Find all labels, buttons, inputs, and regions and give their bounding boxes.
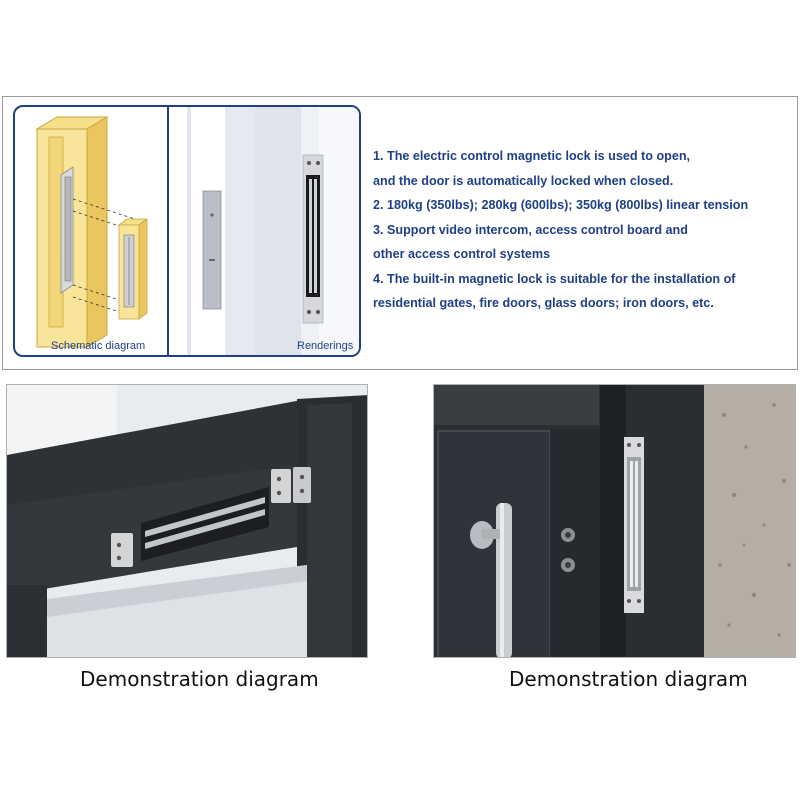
feature-line: 2. 180kg (350lbs); 280kg (600lbs); 350kg (800lbs) linear tension bbox=[373, 198, 749, 212]
feature-line: 1. The electric control magnetic lock is used to open, bbox=[373, 149, 691, 163]
feature-line: 3. Support video intercom, access control board and bbox=[373, 222, 688, 237]
renderings-view bbox=[169, 107, 361, 355]
glass-door-lock-illustration bbox=[7, 385, 368, 658]
feature-line: other access control systems bbox=[373, 247, 551, 261]
feature-line: residential gates, fire doors, glass doors; iron doors, etc. bbox=[373, 296, 714, 310]
demo-photo-glass-door bbox=[6, 384, 368, 658]
schematic-caption: Schematic diagram bbox=[51, 340, 146, 352]
left-demo-caption: Demonstration diagram bbox=[80, 667, 319, 691]
iron-door-lock-illustration bbox=[434, 385, 796, 658]
diagram-frame bbox=[13, 105, 361, 357]
demo-photo-iron-door bbox=[433, 384, 796, 658]
feature-list bbox=[373, 144, 795, 316]
right-demo-caption: Demonstration diagram bbox=[509, 667, 748, 691]
feature-line: 4. The built-in magnetic lock is suitable for the installation of bbox=[373, 271, 736, 286]
renderings-illustration bbox=[169, 107, 361, 357]
schematic-diagram bbox=[15, 107, 167, 355]
schematic-illustration bbox=[15, 107, 167, 357]
feature-line: and the door is automatically locked when closed. bbox=[373, 173, 674, 188]
product-info-panel bbox=[2, 96, 798, 370]
renderings-caption: Renderings bbox=[297, 340, 354, 352]
